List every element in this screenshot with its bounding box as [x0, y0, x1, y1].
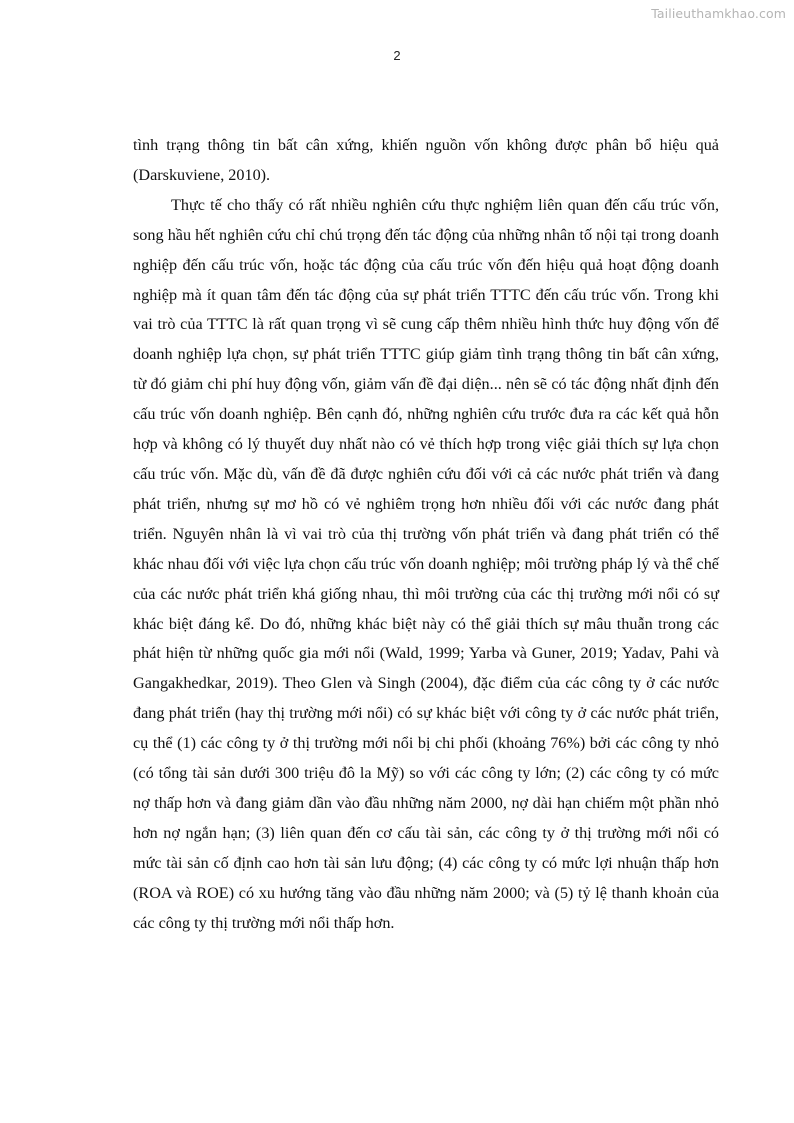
page-number: 2 [393, 48, 401, 63]
document-body [133, 131, 719, 938]
paragraph-continuation: tình trạng thông tin bất cân xứng, khiến nguồn vốn không được phân bổ hiệu quả (Darskuviene, 2010). [133, 136, 719, 184]
paragraph: Thực tế cho thấy có rất nhiều nghiên cứu thực nghiệm liên quan đến cấu trúc vốn, song hầu hết nghiên cứu chỉ chú trọng đến tác động của những nhân tố nội tại trong doanh nghiệp đến cấu trúc vốn, hoặc tác động của cấu trúc vốn đến hiệu quả hoạt động doanh nghiệp mà ít quan tâm đến tác động của sự phát triển TTTC đến cấu trúc vốn. Trong khi vai trò của TTTC là rất quan trọng vì sẽ cung cấp thêm nhiều hình thức huy động vốn để doanh nghiệp lựa chọn, sự phát triển TTTC giúp giảm tình trạng thông tin bất cân xứng, từ đó giảm chi phí huy động vốn, giảm vấn đề đại diện... nên sẽ có tác động nhất định đến cấu trúc vốn doanh nghiệp. Bên cạnh đó, những nghiên cứu trước đưa ra các kết quả hỗn hợp và không có lý thuyết duy nhất nào có vẻ thích hợp trong việc giải thích sự lựa chọn cấu trúc vốn. Mặc dù, vấn đề đã được nghiên cứu đối với cả các nước phát triển và đang phát triển, nhưng sự mơ hồ có vẻ nghiêm trọng hơn nhiều đối với các nước đang phát triển. Nguyên nhân là vì vai trò của thị trường vốn phát triển và đang phát triển có thể khác nhau đối với việc lựa chọn cấu trúc vốn doanh nghiệp; môi trường pháp lý và thể chế của các nước phát triển khá giống nhau, thì môi trường của các thị trường mới nổi có sự khác biệt đáng kể. Do đó, những khác biệt này có thể giải thích sự mâu thuẫn trong các phát hiện từ những quốc gia mới nổi (Wald, 1999; Yarba và Guner, 2019; Yadav, Pahi và Gangakhedkar, 2019). Theo Glen và Singh (2004), đặc điểm của các công ty ở các nước đang phát triển (hay thị trường mới nổi) có sự khác biệt với công ty ở các nước phát triển, cụ thể (1) các công ty ở thị trường mới nổi bị chi phối (khoảng 76%) bởi các công ty nhỏ (có tổng tài sản dưới 300 triệu đô la Mỹ) so với các công ty lớn; (2) các công ty có mức nợ thấp hơn và đang giảm dần vào đầu những năm 2000, nợ dài hạn chiếm một phần nhỏ hơn nợ ngắn hạn; (3) liên quan đến cơ cấu tài sản, các công ty ở thị trường mới nổi có mức tài sản cố định cao hơn tài sản lưu động; (4) các công ty có mức lợi nhuận thấp hơn (ROA và ROE) có xu hướng tăng vào đầu những năm 2000; và (5) tỷ lệ thanh khoản của các công ty thị trường mới nổi thấp hơn. [133, 195, 719, 932]
watermark: Tailieuthamkhao.com [651, 6, 786, 21]
